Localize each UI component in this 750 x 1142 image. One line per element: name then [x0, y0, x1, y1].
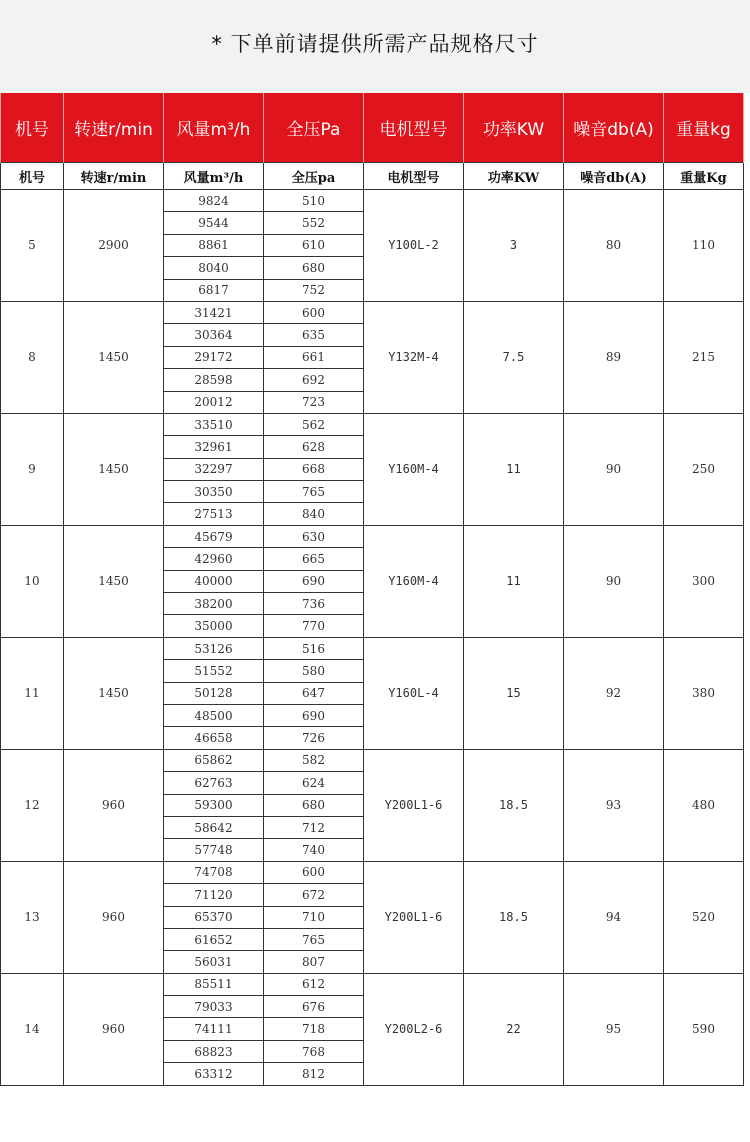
airflow-cell: 85511	[164, 973, 264, 995]
airflow-cell: 51552	[164, 660, 264, 682]
airflow-cell: 30350	[164, 481, 264, 503]
noise-cell: 89	[564, 301, 664, 413]
pressure-cell: 770	[264, 615, 364, 637]
model-no-cell: 13	[1, 861, 64, 973]
speed-cell: 960	[64, 861, 164, 973]
pressure-cell: 680	[264, 257, 364, 279]
airflow-cell: 35000	[164, 615, 264, 637]
pressure-cell: 680	[264, 794, 364, 816]
weight-cell: 300	[664, 525, 744, 637]
table-row	[1, 190, 744, 212]
pressure-cell: 600	[264, 301, 364, 323]
pressure-cell: 765	[264, 928, 364, 950]
speed-cell: 2900	[64, 190, 164, 302]
header-sub-cell: 功率KW	[464, 163, 564, 190]
speed-cell: 1450	[64, 637, 164, 749]
header-red-cell: 全压Pa	[264, 93, 364, 163]
pressure-cell: 647	[264, 682, 364, 704]
airflow-cell: 59300	[164, 794, 264, 816]
pressure-cell: 718	[264, 1018, 364, 1040]
speed-cell: 1450	[64, 301, 164, 413]
pressure-cell: 510	[264, 190, 364, 212]
airflow-cell: 71120	[164, 884, 264, 906]
pressure-cell: 736	[264, 593, 364, 615]
power-cell: 18.5	[464, 861, 564, 973]
pressure-cell: 812	[264, 1063, 364, 1085]
airflow-cell: 31421	[164, 301, 264, 323]
top-banner	[0, 0, 750, 93]
noise-cell: 95	[564, 973, 664, 1085]
pressure-cell: 712	[264, 816, 364, 838]
airflow-cell: 8861	[164, 234, 264, 256]
pressure-cell: 624	[264, 772, 364, 794]
motor-model-cell: Y160L-4	[364, 637, 464, 749]
power-cell: 7.5	[464, 301, 564, 413]
header-sub-cell: 全压pa	[264, 163, 364, 190]
airflow-cell: 42960	[164, 548, 264, 570]
airflow-cell: 20012	[164, 391, 264, 413]
header-sub-cell: 机号	[1, 163, 64, 190]
airflow-cell: 40000	[164, 570, 264, 592]
power-cell: 18.5	[464, 749, 564, 861]
airflow-cell: 29172	[164, 346, 264, 368]
pressure-cell: 692	[264, 369, 364, 391]
pressure-cell: 580	[264, 660, 364, 682]
pressure-cell: 630	[264, 525, 364, 547]
pressure-cell: 600	[264, 861, 364, 883]
airflow-cell: 61652	[164, 928, 264, 950]
pressure-cell: 726	[264, 727, 364, 749]
weight-cell: 110	[664, 190, 744, 302]
pressure-cell: 752	[264, 279, 364, 301]
noise-cell: 80	[564, 190, 664, 302]
header-red-cell: 功率KW	[464, 93, 564, 163]
airflow-cell: 65862	[164, 749, 264, 771]
pressure-cell: 552	[264, 212, 364, 234]
header-red-cell: 重量kg	[664, 93, 744, 163]
speed-cell: 960	[64, 973, 164, 1085]
power-cell: 15	[464, 637, 564, 749]
noise-cell: 90	[564, 413, 664, 525]
motor-model-cell: Y160M-4	[364, 525, 464, 637]
model-no-cell: 14	[1, 973, 64, 1085]
motor-model-cell: Y160M-4	[364, 413, 464, 525]
speed-cell: 960	[64, 749, 164, 861]
pressure-cell: 665	[264, 548, 364, 570]
spec-table	[0, 93, 744, 1086]
pressure-cell: 672	[264, 884, 364, 906]
pressure-cell: 582	[264, 749, 364, 771]
power-cell: 11	[464, 413, 564, 525]
header-red-cell: 风量m³/h	[164, 93, 264, 163]
header-red-row	[1, 93, 744, 163]
pressure-cell: 635	[264, 324, 364, 346]
noise-cell: 94	[564, 861, 664, 973]
model-no-cell: 5	[1, 190, 64, 302]
header-red-cell: 噪音db(A)	[564, 93, 664, 163]
airflow-cell: 74708	[164, 861, 264, 883]
header-sub-cell: 噪音db(A)	[564, 163, 664, 190]
pressure-cell: 710	[264, 906, 364, 928]
header-sub-cell: 电机型号	[364, 163, 464, 190]
weight-cell: 250	[664, 413, 744, 525]
model-no-cell: 12	[1, 749, 64, 861]
airflow-cell: 28598	[164, 369, 264, 391]
weight-cell: 380	[664, 637, 744, 749]
table-row	[1, 861, 744, 883]
motor-model-cell: Y100L-2	[364, 190, 464, 302]
noise-cell: 92	[564, 637, 664, 749]
noise-cell: 90	[564, 525, 664, 637]
pressure-cell: 765	[264, 481, 364, 503]
pressure-cell: 610	[264, 234, 364, 256]
airflow-cell: 63312	[164, 1063, 264, 1085]
pressure-cell: 723	[264, 391, 364, 413]
pressure-cell: 516	[264, 637, 364, 659]
airflow-cell: 46658	[164, 727, 264, 749]
pressure-cell: 661	[264, 346, 364, 368]
model-no-cell: 11	[1, 637, 64, 749]
airflow-cell: 9824	[164, 190, 264, 212]
motor-model-cell: Y132M-4	[364, 301, 464, 413]
pressure-cell: 768	[264, 1040, 364, 1062]
motor-model-cell: Y200L1-6	[364, 861, 464, 973]
table-row	[1, 301, 744, 323]
airflow-cell: 65370	[164, 906, 264, 928]
power-cell: 3	[464, 190, 564, 302]
model-no-cell: 9	[1, 413, 64, 525]
table-row	[1, 973, 744, 995]
header-sub-cell: 风量m³/h	[164, 163, 264, 190]
pressure-cell: 562	[264, 413, 364, 435]
header-red-cell: 电机型号	[364, 93, 464, 163]
pressure-cell: 668	[264, 458, 364, 480]
airflow-cell: 32961	[164, 436, 264, 458]
pressure-cell: 807	[264, 951, 364, 973]
airflow-cell: 30364	[164, 324, 264, 346]
airflow-cell: 58642	[164, 816, 264, 838]
power-cell: 11	[464, 525, 564, 637]
model-no-cell: 8	[1, 301, 64, 413]
pressure-cell: 628	[264, 436, 364, 458]
airflow-cell: 57748	[164, 839, 264, 861]
table-row	[1, 413, 744, 435]
airflow-cell: 32297	[164, 458, 264, 480]
airflow-cell: 8040	[164, 257, 264, 279]
header-sub-cell: 重量Kg	[664, 163, 744, 190]
table-row	[1, 749, 744, 771]
airflow-cell: 45679	[164, 525, 264, 547]
table-row	[1, 525, 744, 547]
airflow-cell: 6817	[164, 279, 264, 301]
airflow-cell: 48500	[164, 704, 264, 726]
airflow-cell: 27513	[164, 503, 264, 525]
airflow-cell: 33510	[164, 413, 264, 435]
header-red-cell: 转速r/min	[64, 93, 164, 163]
airflow-cell: 50128	[164, 682, 264, 704]
pressure-cell: 840	[264, 503, 364, 525]
speed-cell: 1450	[64, 525, 164, 637]
speed-cell: 1450	[64, 413, 164, 525]
model-no-cell: 10	[1, 525, 64, 637]
header-sub-cell: 转速r/min	[64, 163, 164, 190]
noise-cell: 93	[564, 749, 664, 861]
pressure-cell: 690	[264, 704, 364, 726]
page-title: * 下单前请提供所需产品规格尺寸	[211, 32, 539, 56]
pressure-cell: 740	[264, 839, 364, 861]
motor-model-cell: Y200L1-6	[364, 749, 464, 861]
airflow-cell: 56031	[164, 951, 264, 973]
airflow-cell: 79033	[164, 996, 264, 1018]
spec-table-body	[1, 190, 744, 1086]
weight-cell: 215	[664, 301, 744, 413]
motor-model-cell: Y200L2-6	[364, 973, 464, 1085]
airflow-cell: 53126	[164, 637, 264, 659]
power-cell: 22	[464, 973, 564, 1085]
airflow-cell: 38200	[164, 593, 264, 615]
header-red-cell: 机号	[1, 93, 64, 163]
pressure-cell: 690	[264, 570, 364, 592]
weight-cell: 590	[664, 973, 744, 1085]
airflow-cell: 62763	[164, 772, 264, 794]
pressure-cell: 612	[264, 973, 364, 995]
header-sub-row	[1, 163, 744, 190]
weight-cell: 480	[664, 749, 744, 861]
airflow-cell: 9544	[164, 212, 264, 234]
pressure-cell: 676	[264, 996, 364, 1018]
airflow-cell: 74111	[164, 1018, 264, 1040]
weight-cell: 520	[664, 861, 744, 973]
table-row	[1, 637, 744, 659]
airflow-cell: 68823	[164, 1040, 264, 1062]
